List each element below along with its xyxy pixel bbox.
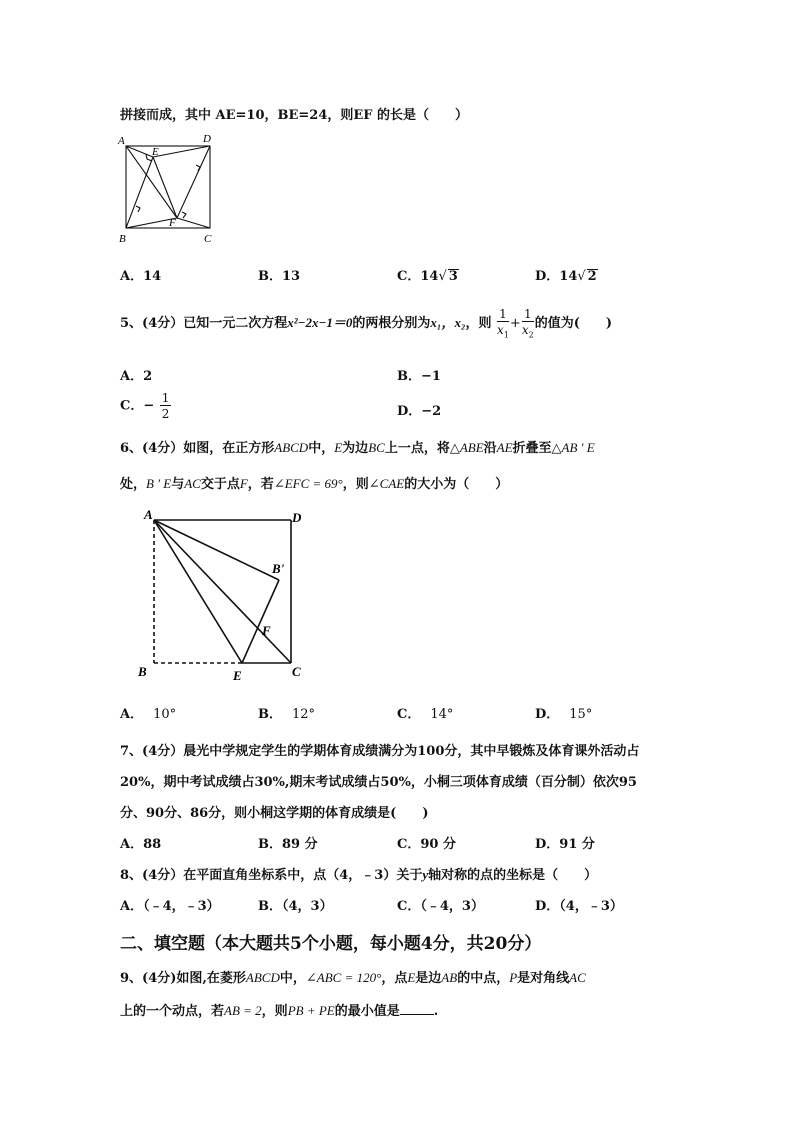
q5-prefix: 5、(4分）已知一元二次方程 [120, 316, 288, 332]
q4-option-b: B．13 [258, 269, 301, 284]
q5-frac1: $\frac{1}{x_1}$ [497, 307, 509, 340]
q9-line1: 9、(4分)如图,在菱形ABCD中，∠ABC = 120°，点E是边AB的中点，P是对角线AC [120, 970, 586, 986]
q4-label-b: B [119, 233, 126, 245]
q6-label-f: F [262, 623, 271, 638]
q6-label-bprime: B' [272, 561, 285, 576]
q4-option-d-text: D．14 [535, 269, 578, 284]
q4-stem: 拼接而成，其中 AE=10，BE=24，则EF 的长是（ ） [120, 108, 469, 123]
q4-option-a: A．14 [120, 269, 162, 284]
q4-option-c: C．14√ 3 [397, 269, 458, 284]
q5-roots: x₁，x₂ [430, 315, 466, 331]
q6-line1: 6、(4分）如图，在正方形ABCD中，E为边BC上一点，将△ABE沿AE折叠至△AB ' E [120, 440, 595, 456]
q6-option-d: D． 15° [535, 707, 593, 722]
q4-option-d: D．14√ 2 [535, 269, 597, 284]
q7-line2: 20%，期中考试成绩占30%,期末考试成绩占50%，小桐三项体育成绩（百分制）依次95 [120, 775, 637, 790]
q6-option-b: B． 12° [258, 707, 316, 722]
q4-label-f: F [169, 217, 176, 229]
q4-option-c-text: C．14 [397, 269, 439, 284]
q8-option-c: C．（﹣4，3） [397, 899, 484, 914]
q5-frac2: $\frac{1}{x_2}$ [521, 307, 534, 340]
q5-suffix: 的值为( ) [534, 316, 613, 332]
q6-option-a: A． 10° [120, 707, 177, 722]
q4-figure [116, 130, 220, 248]
q7-option-d: D．91 分 [535, 837, 595, 852]
q7-option-a: A．88 [120, 837, 162, 852]
q5-then: ，则 [465, 316, 492, 332]
q6-label-a: A [144, 507, 153, 522]
q9-line2: 上的一个动点，若AB = 2，则PB + PE的最小值是 . [120, 1003, 439, 1019]
q5-option-d: D．−2 [397, 404, 442, 419]
q6-figure [134, 500, 314, 690]
q4-label-c: C [204, 233, 212, 245]
q5-equation: x²−2x−1＝0 [287, 315, 353, 331]
q7-option-b: B．89 分 [258, 837, 318, 852]
q7-line3: 分、90分、86分，则小桐这学期的体育成绩是( ) [120, 806, 429, 821]
q6-label-e: E [233, 668, 242, 683]
q8-option-a: A．（﹣4，﹣3） [120, 899, 220, 914]
q5-option-c-text: C．− [120, 398, 155, 414]
q6-label-b: B [138, 664, 147, 679]
section-heading: 二、填空题（本大题共5个小题，每小题4分，共20分） [120, 934, 542, 954]
q4-label-d: D [203, 133, 211, 145]
q6-option-c: C． 14° [397, 707, 454, 722]
q7-line1: 7、(4分）晨光中学规定学生的学期体育成绩满分为100分，其中早锻炼及体育课外活动占 [120, 744, 640, 759]
q5-option-c [120, 392, 172, 420]
q4-option-c-radicand: 3 [448, 269, 458, 284]
q5-mid: 的两根分别为 [352, 316, 431, 332]
q4-label-a: A [118, 135, 125, 147]
q5-option-b: B．−1 [397, 369, 441, 384]
answer-blank[interactable] [400, 1002, 434, 1015]
q5-option-a: A．2 [120, 369, 153, 384]
q7-option-c: C．90 分 [397, 837, 456, 852]
q8-stem: 8、(4分）在平面直角坐标系中，点（4，﹣3）关于y轴对称的点的坐标是（ ） [120, 867, 598, 883]
q4-label-e: E [152, 146, 159, 158]
q6-line2: 处，B ' E与AC交于点F，若∠EFC = 69°，则∠CAE的大小为（ ） [120, 476, 509, 492]
q6-label-c: C [292, 664, 301, 679]
q5-stem [120, 308, 612, 339]
q5-plus: + [509, 316, 521, 332]
q8-option-d: D．（4，﹣3） [535, 899, 623, 914]
q4-option-d-radicand: 2 [587, 269, 597, 284]
q5-option-c-frac: $\frac{1}{2}$ [161, 391, 170, 421]
q6-label-d: D [292, 510, 302, 525]
q8-option-b: B．（4，3） [258, 899, 333, 914]
